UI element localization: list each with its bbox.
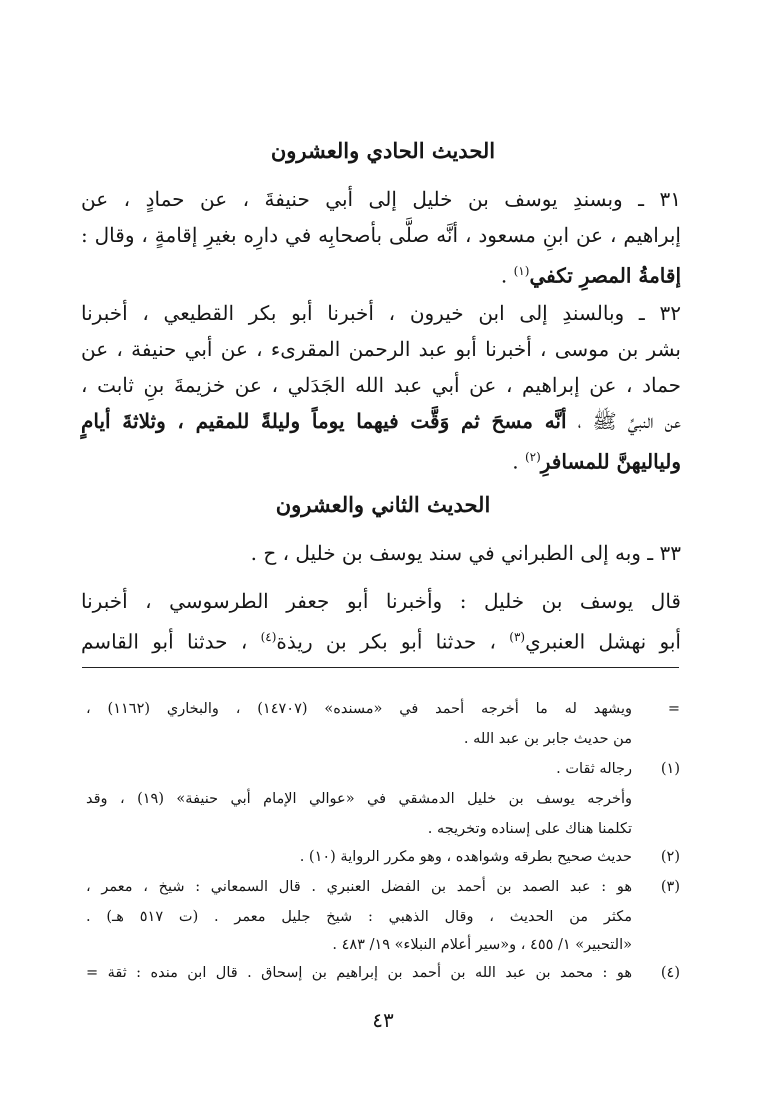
footnote-ref-4: (٤) [260,630,277,644]
hadith-32-line-4 [81,406,681,436]
footnote-3-line-1: هو : عبد الصمد بن أحمد بن الفضل العنبري . قال السمعاني : شيخ ، معمر ، [86,879,632,895]
footnote-continuation-mark: = [667,701,680,717]
footnote-separator [82,667,679,668]
hadith-33-line-1: ٣٣ ـ وبه إلى الطبراني في سند يوسف بن خليل ، ح . [250,541,681,565]
hadith-32-line-5 [81,442,681,477]
hadith-31-line-1: ٣١ ـ وبسندِ يوسف بن خليل إلى أبي حنيفةَ ، عن حمادٍ ، عن [81,187,681,211]
hadith-32-end: . [512,449,525,474]
hadith-32-line-4-plain: عن النبيِّ ﷺ ، [566,409,681,433]
footnote-2-line-1: حديث صحيح بطرقه وشواهده ، وهو مكرر الرواية (١٠) . [299,849,632,865]
footnote-1-line-1: رجاله ثقات . [556,761,632,777]
hadith-32-matn-part-1: أنَّه مسحَ ثم وَقَّت فيهما يوماً وليلةً للمقيم ، وثلاثةَ أيامٍ [81,409,567,433]
hadith-32-line-2: بشر بن موسى ، أخبرنا أبو عبد الرحمن المقرىء ، عن أبي حنيفة ، عن [81,337,681,361]
hadith-33-line-3-c: ، حدثنا أبو القاسم [81,629,261,654]
hadith-33-line-3-a: أبو نهشل العنبري [525,629,681,654]
footnote-4-mark: (٤) [660,965,680,981]
section-heading-22: الحديث الثاني والعشرون [275,492,491,517]
hadith-32-matn-part-2: ولياليهنَّ للمسافرِ [540,449,681,474]
hadith-31-line-3 [81,256,681,291]
footnote-ref-3: (٣) [509,630,526,644]
footnote-2-mark: (٢) [660,849,680,865]
hadith-33-line-3-b: ، حدثنا أبو بكر بن ريذة [276,629,510,654]
footnote-1-mark: (١) [660,761,680,777]
footnote-1-line-2: وأخرجه يوسف بن خليل الدمشقي في «عوالي الإمام أبي حنيفة» (١٩) ، وقد [86,791,632,807]
footnote-continuation-line-2: من حديث جابر بن عبد الله . [463,731,632,747]
hadith-33-line-3 [81,622,681,657]
hadith-32-line-3: حماد ، عن إبراهيم ، عن أبي عبد الله الجَدَلي ، عن خزيمةَ بنِ ثابت ، [81,373,681,397]
footnote-3-mark: (٣) [660,879,680,895]
hadith-31-end: . [500,263,514,288]
hadith-31-line-2: إبراهيم ، عن ابنِ مسعود ، أنَّه صلَّى بأصحابِه في دارِه بغيرِ إقامةٍ ، وقال : [81,223,681,247]
hadith-31-matn: إقامةُ المصرِ تكفي [529,263,681,288]
footnote-ref-1: (١) [513,264,530,278]
footnote-1-line-3: تكلمنا هناك على إسناده وتخريجه . [427,821,632,837]
hadith-32-line-1: ٣٢ ـ وبالسندِ إلى ابن خيرون ، أخبرنا أبو بكر القطيعي ، أخبرنا [81,301,681,325]
footnote-4-line-1: هو : محمد بن عبد الله بن أحمد بن إبراهيم بن إسحاق . قال ابن منده : ثقة = [86,965,632,981]
footnote-ref-2: (٢) [524,450,541,464]
footnote-continuation-line-1: ويشهد له ما أخرجه أحمد في «مسنده» (١٤٧٠٧) ، والبخاري (١١٦٢) ، [86,701,633,717]
hadith-33-line-2: قال يوسف بن خليل : وأخبرنا أبو جعفر الطرسوسي ، أخبرنا [81,589,681,613]
footnote-3-line-3: «التحبير» ١/ ٤٥٥ ، و«سير أعلام النبلاء» ١٩/ ٤٨٣ . [332,937,632,953]
page-number: ٤٣ [372,1008,394,1032]
footnote-3-line-2: مكثر من الحديث ، وقال الذهبي : شيخ جليل معمر . (ت ٥١٧ هـ) . [86,909,632,925]
section-heading-21: الحديث الحادي والعشرون [270,138,496,163]
